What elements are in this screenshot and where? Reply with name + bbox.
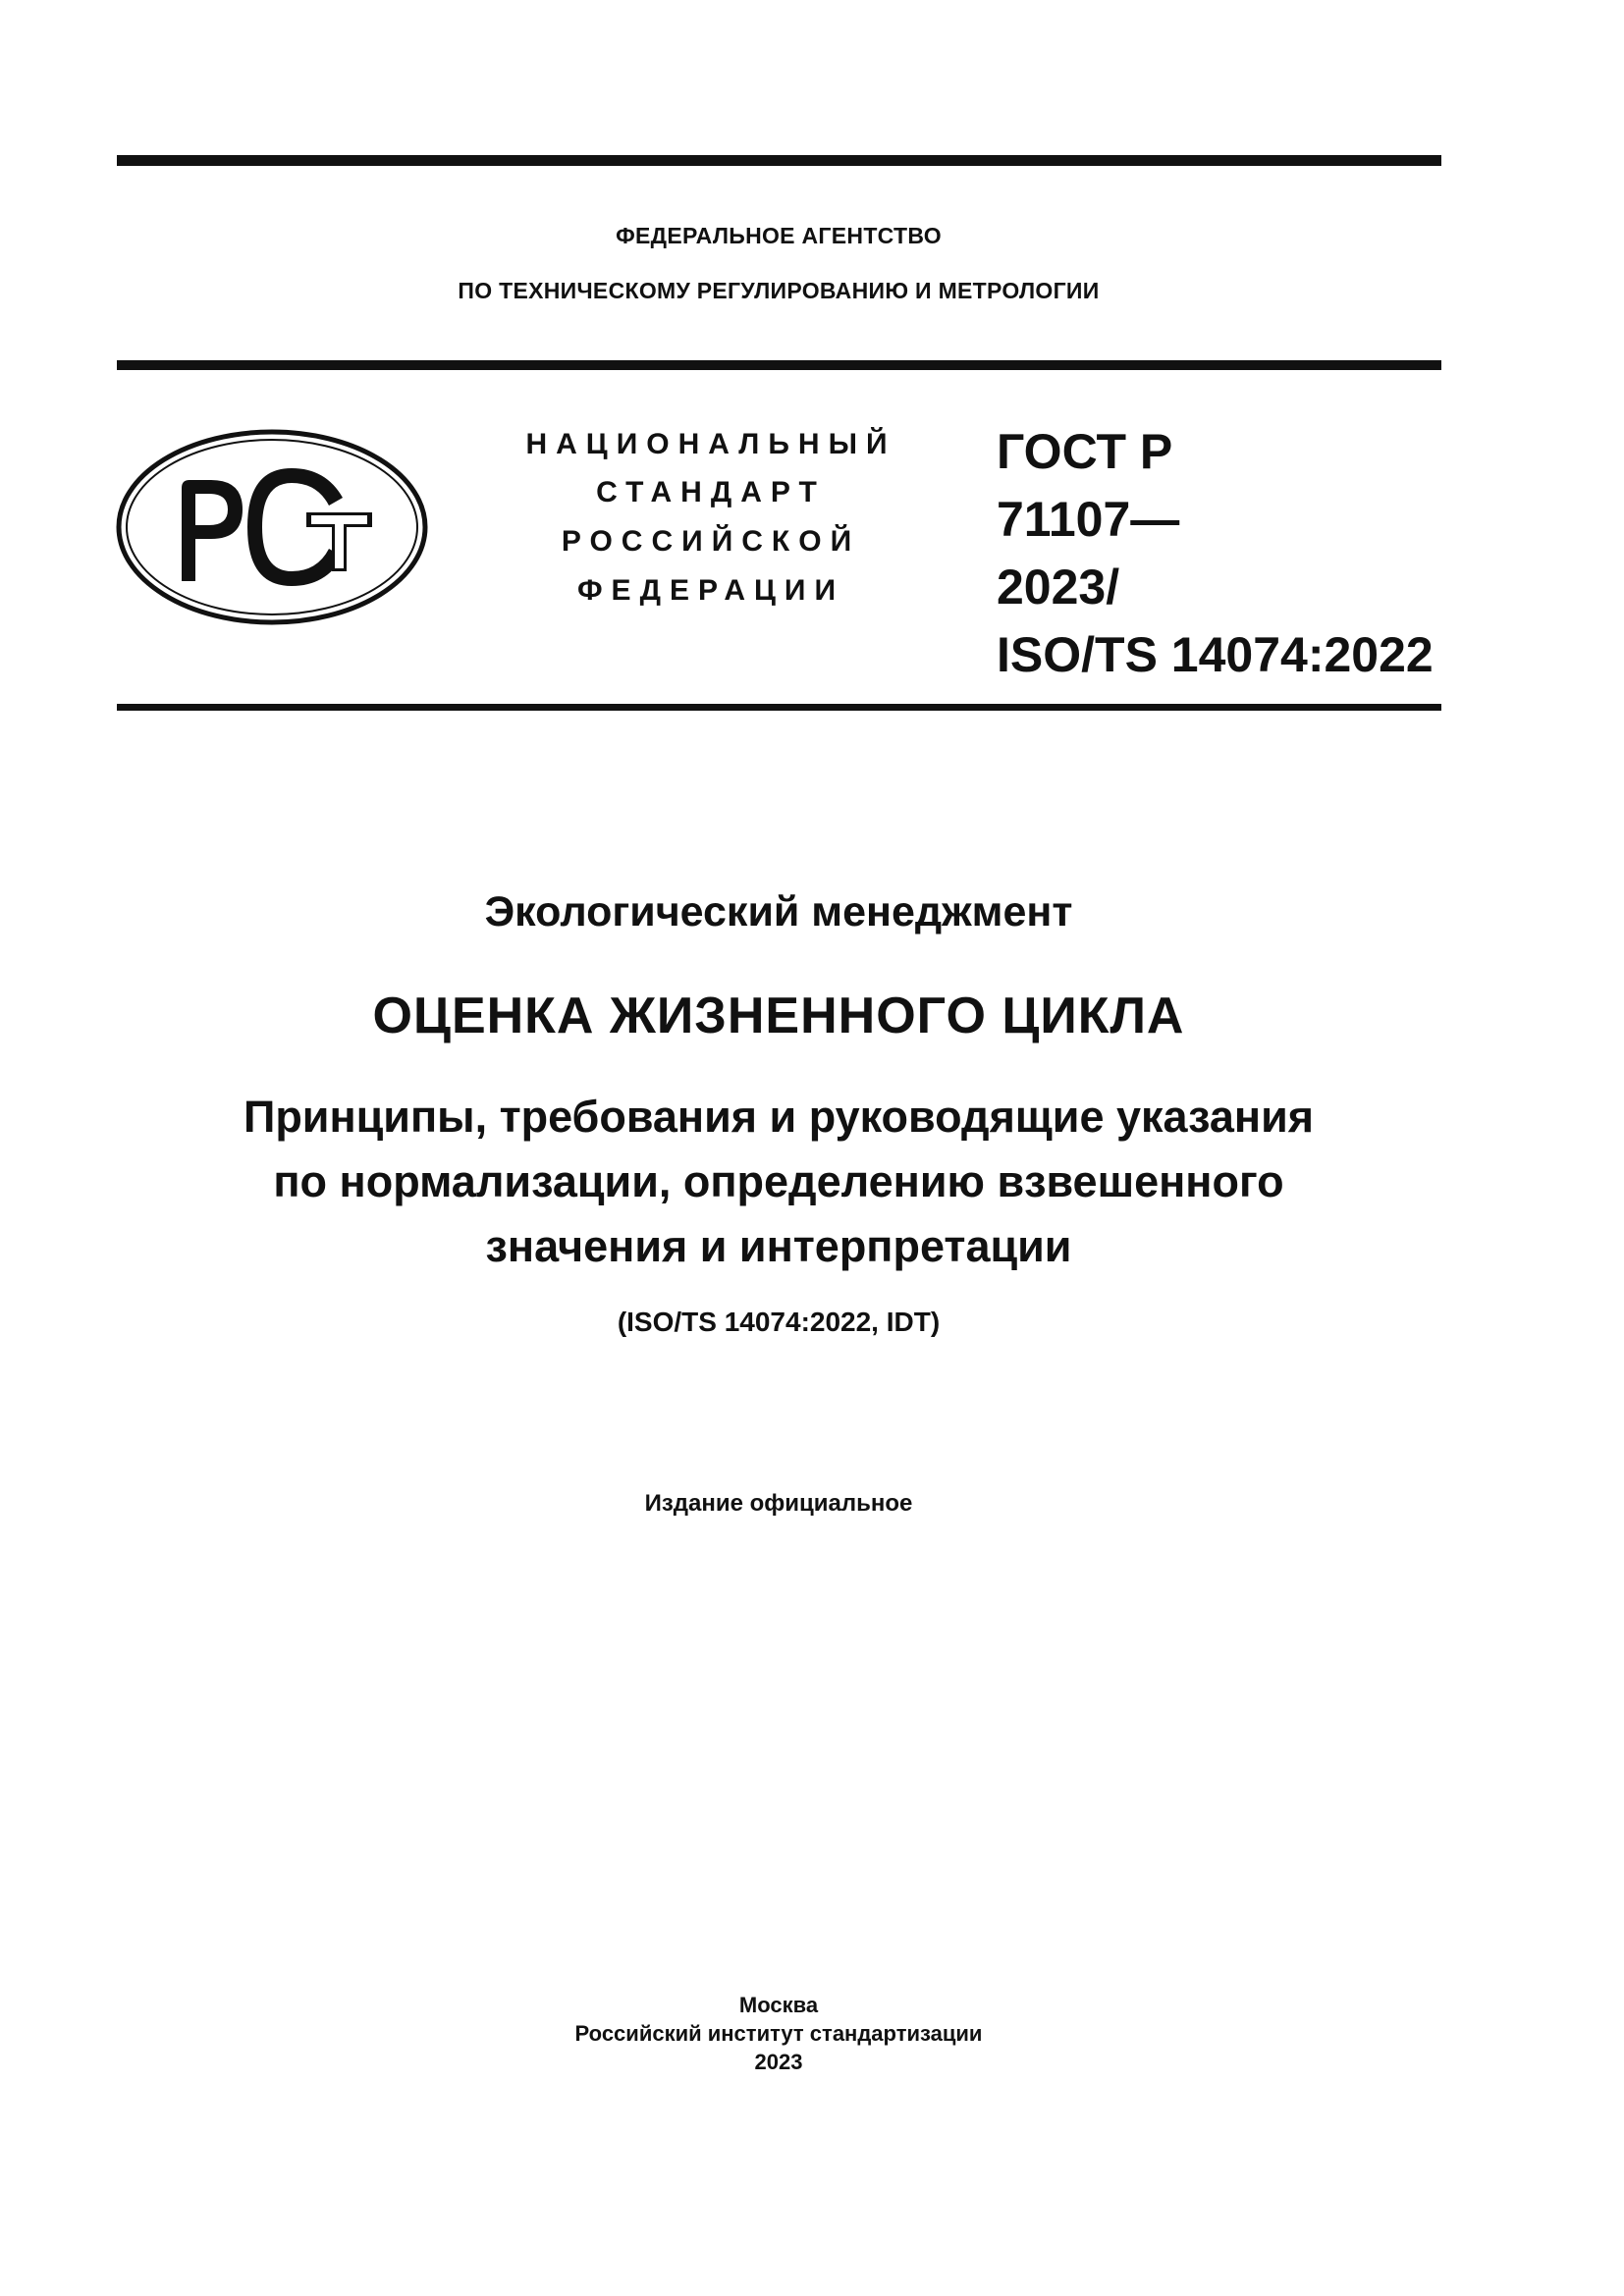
standard-designation-line-3: 2023/: [997, 560, 1120, 614]
standard-designation-line-2: 71107—: [997, 492, 1180, 547]
agency-name-line-1: ФЕДЕРАЛЬНОЕ АГЕНТСТВО: [616, 223, 942, 248]
national-standard-line-3: РОССИЙСКОЙ: [561, 525, 861, 558]
national-standard-line-4: ФЕДЕРАЦИИ: [576, 574, 845, 607]
document-subtitle-line-3: значения и интерпретации: [485, 1221, 1072, 1271]
imprint-city: Москва: [738, 1993, 819, 2017]
standard-designation-line-4: ISO/TS 14074:2022: [997, 627, 1434, 682]
official-edition-label: Издание официальное: [644, 1490, 913, 1517]
imprint-year: 2023: [754, 2050, 803, 2074]
document-subtitle-line-2: по нормализации, определению взвешенного: [273, 1156, 1284, 1206]
top-rule: [117, 155, 1441, 166]
middle-rule: [117, 360, 1441, 370]
imprint-publisher: Российский институт стандартизации: [574, 2021, 983, 2046]
iso-equivalence-note: (ISO/TS 14074:2022, IDT): [617, 1307, 941, 1337]
standard-designation-line-1: ГОСТ Р: [997, 424, 1173, 479]
rst-certification-mark-icon: [115, 429, 429, 625]
document-subtitle-line-1: Принципы, требования и руководящие указания: [243, 1092, 1315, 1142]
national-standard-line-1: НАЦИОНАЛЬНЫЙ: [525, 428, 896, 460]
bottom-rule: [117, 704, 1441, 711]
document-category: Экологический менеджмент: [484, 888, 1073, 935]
agency-name-line-2: ПО ТЕХНИЧЕСКОМУ РЕГУЛИРОВАНИЮ И МЕТРОЛОГИИ: [458, 278, 1100, 303]
document-main-title: ОЦЕНКА ЖИЗНЕННОГО ЦИКЛА: [372, 988, 1185, 1044]
national-standard-line-2: СТАНДАРТ: [596, 476, 826, 508]
